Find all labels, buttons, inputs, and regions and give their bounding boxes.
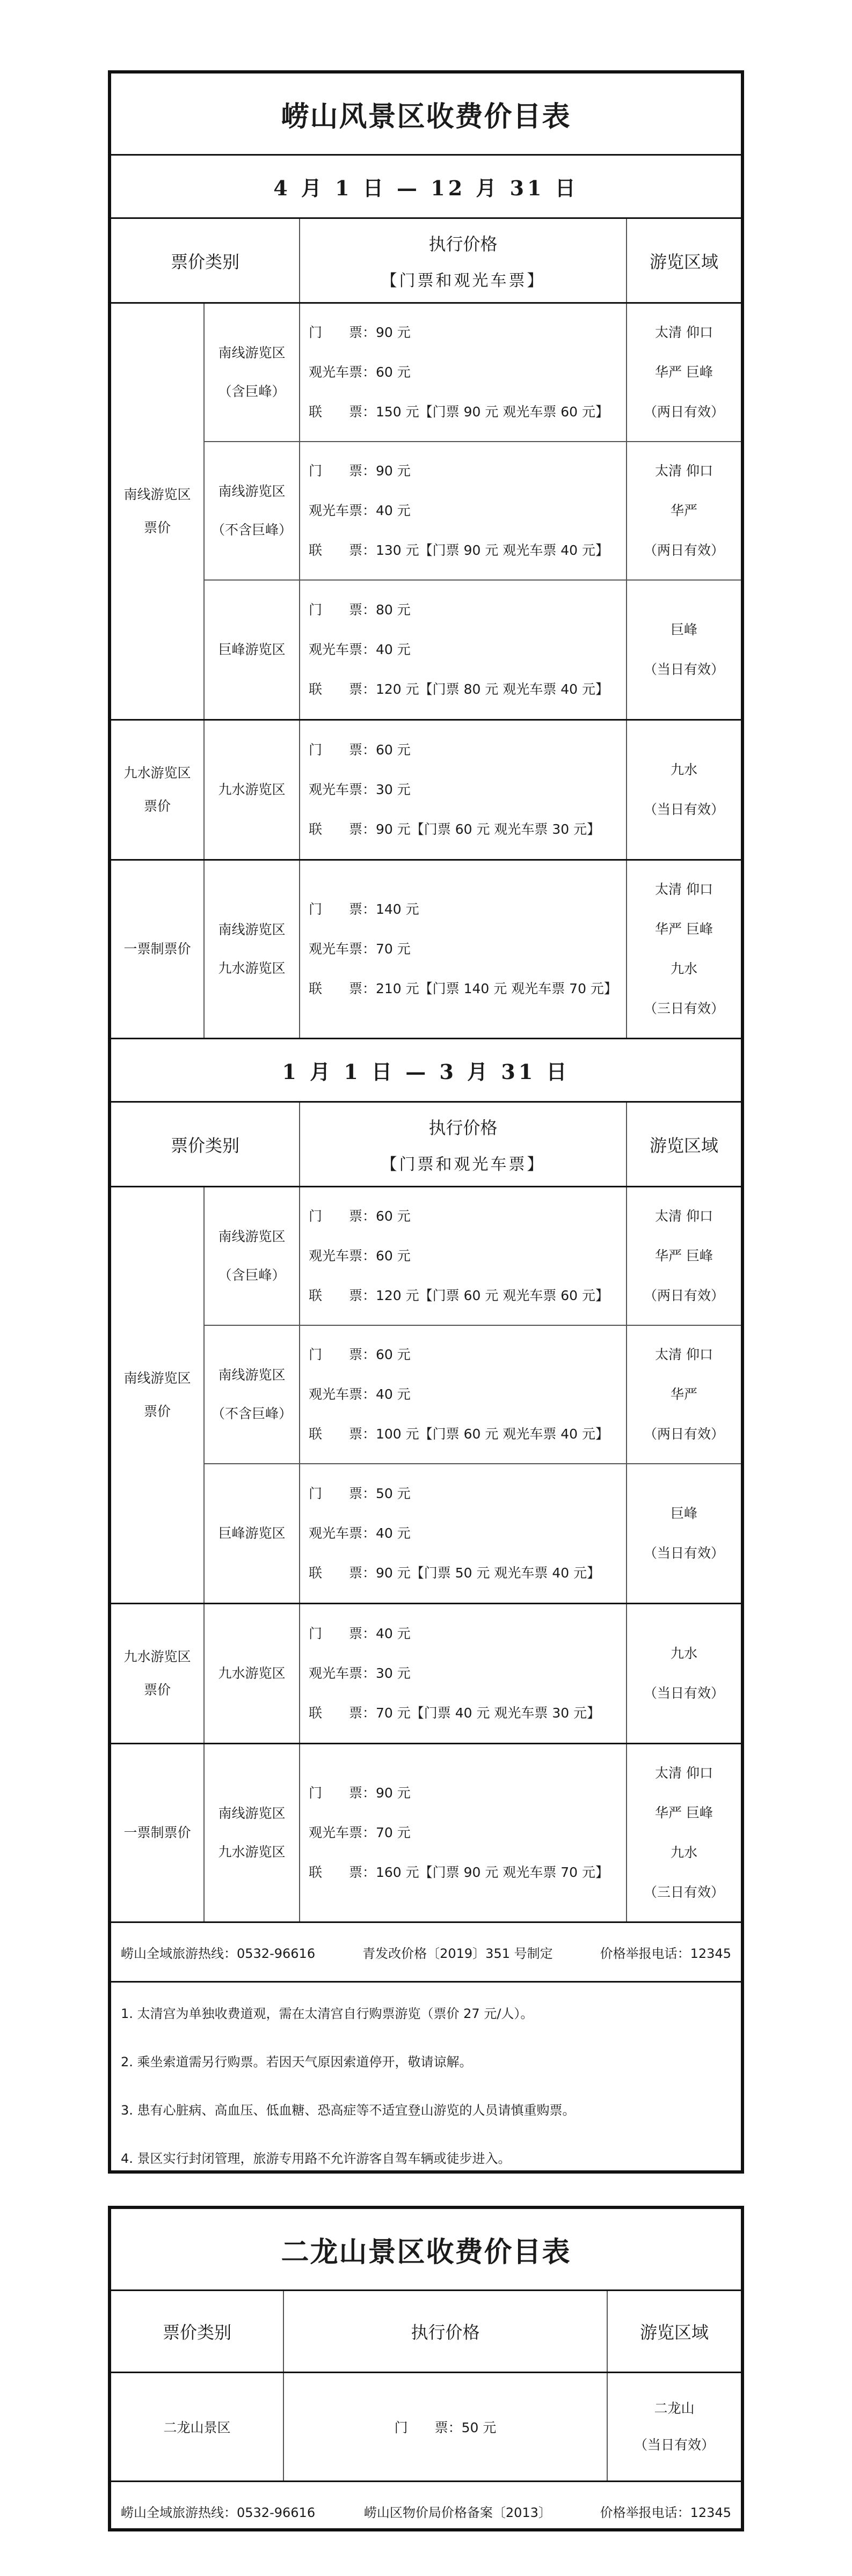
area-cell: 巨峰 （当日有效） [643,1506,724,1561]
table-title: 崂山风景区收费价目表 [111,74,741,156]
table-footer [111,1923,741,1983]
header-category: 票价类别 [111,1103,300,1186]
hotline-text: 崂山全域旅游热线：0532-96616 [121,1946,316,1961]
group-jiushui [111,1604,741,1744]
group-label: 一票制票价 [111,861,205,1038]
note-item: 3. 患有心脏病、高血压、低血糖、恐高症等不适宜登山游览的人员请慎重购票。 [121,2103,576,2118]
area-cell: 九水 （当日有效） [643,762,724,817]
table-row [205,861,741,1038]
notes-list [111,1983,741,2196]
group-one-ticket [111,1744,741,1923]
price-cell: 门 票：90 元 观光车票：60 元 联 票：150 元【门票 90 元 观光车票 60 元】 [300,304,627,441]
report-phone: 价格举报电话：12345 [600,1946,731,1961]
price-cell: 门 票：40 元 观光车票：30 元 联 票：70 元【门票 40 元 观光车票 30 元】 [300,1604,627,1743]
group-label: 九水游览区 票价 [111,1604,205,1743]
sub-area-name: 南线游览区 （含巨峰） [205,304,300,441]
group-label: 九水游览区 票价 [111,721,205,859]
price-cell: 门 票：60 元 观光车票：40 元 联 票：100 元【门票 60 元 观光车票 40 元】 [300,1326,627,1463]
price-cell: 门 票：50 元 观光车票：40 元 联 票：90 元【门票 50 元 观光车票 40 元】 [300,1464,627,1603]
area-cell: 太清 仰口 华严 巨峰 九水 （三日有效） [643,1765,724,1900]
area-name-cell: 二龙山景区 [111,2373,284,2480]
table-row [205,1187,741,1326]
table-row [205,304,741,442]
sub-area-name: 九水游览区 [205,721,300,859]
header-area: 游览区域 [639,2322,709,2343]
period-heading: 1 月 1 日 — 3 月 31 日 [111,1039,741,1103]
header-area: 游览区域 [649,1135,718,1156]
table-row [205,1604,741,1743]
area-cell: 二龙山 （当日有效） [633,2401,715,2453]
price-cell: 门 票：90 元 观光车票：40 元 联 票：130 元【门票 90 元 观光车票 40 元】 [300,442,627,579]
table-row [205,721,741,859]
group-one-ticket [111,861,741,1039]
group-south [111,1187,741,1604]
group-label: 一票制票价 [111,1744,205,1921]
header-category: 票价类别 [111,219,300,302]
area-cell: 太清 仰口 华严 （两日有效） [643,463,724,558]
hotline-text: 崂山全域旅游热线：0532-96616 [121,2505,316,2520]
period-heading: 4 月 1 日 — 12 月 31 日 [111,156,741,219]
table-row [205,1744,741,1921]
area-cell: 巨峰 （当日有效） [643,622,724,677]
sub-area-name: 南线游览区 （含巨峰） [205,1187,300,1325]
note-item: 1. 太清宫为单独收费道观，需在太清宫自行购票游览（票价 27 元/人）。 [121,2006,534,2021]
report-phone: 价格举报电话：12345 [600,2505,731,2520]
laoshan-price-table [108,70,744,2174]
area-cell: 太清 仰口 华严 巨峰 （两日有效） [643,1208,724,1303]
header-area: 游览区域 [649,251,718,272]
area-cell: 太清 仰口 华严 巨峰 九水 （三日有效） [643,882,724,1016]
area-cell: 太清 仰口 华严 （两日有效） [643,1347,724,1442]
price-cell: 门 票：50 元 [284,2373,608,2480]
group-label: 南线游览区 票价 [111,304,205,719]
header-price: 执行价格 【门票和观光车票】 [300,1103,627,1186]
table-row [205,581,741,719]
header-price: 执行价格 【门票和观光车票】 [300,219,627,302]
document-number: 青发改价格〔2019〕351 号制定 [362,1946,553,1961]
area-cell: 太清 仰口 华严 巨峰 （两日有效） [643,325,724,420]
table-row [205,442,741,581]
sub-area-name: 南线游览区 （不含巨峰） [205,442,300,579]
price-cell: 门 票：140 元 观光车票：70 元 联 票：210 元【门票 140 元 观光车票 70 元】 [300,861,627,1038]
table-title: 二龙山景区收费价目表 [111,2209,741,2291]
sub-area-name: 巨峰游览区 [205,581,300,719]
area-cell: 九水 （当日有效） [643,1646,724,1701]
note-item: 2. 乘坐索道需另行购票。若因天气原因索道停开，敬请谅解。 [121,2054,472,2069]
table-header [111,2291,741,2373]
table-row [205,1326,741,1464]
sub-area-name: 南线游览区 （不含巨峰） [205,1326,300,1463]
header-price-sub: 【门票和观光车票】 [381,271,545,290]
table-row [111,2373,741,2482]
header-price: 执行价格 [284,2291,608,2372]
price-cell: 门 票：60 元 观光车票：30 元 联 票：90 元【门票 60 元 观光车票 30 元】 [300,721,627,859]
group-label: 南线游览区 票价 [111,1187,205,1603]
erlongshan-price-table [108,2206,744,2531]
sub-area-name: 南线游览区 九水游览区 [205,861,300,1038]
sub-area-name: 九水游览区 [205,1604,300,1743]
group-jiushui [111,721,741,861]
price-cell: 门 票：80 元 观光车票：40 元 联 票：120 元【门票 80 元 观光车票 40 元】 [300,581,627,719]
document-number: 崂山区物价局价格备案〔2013〕 [363,2505,551,2520]
table-row [205,1464,741,1603]
price-cell: 门 票：60 元 观光车票：60 元 联 票：120 元【门票 60 元 观光车票 60 元】 [300,1187,627,1325]
table-header [111,1103,741,1187]
sub-area-name: 巨峰游览区 [205,1464,300,1603]
header-category: 票价类别 [111,2291,284,2372]
table-header [111,219,741,304]
header-price-sub: 【门票和观光车票】 [381,1155,545,1174]
note-item: 4. 景区实行封闭管理，旅游专用路不允许游客自驾车辆或徒步进入。 [121,2151,511,2166]
price-cell: 门 票：90 元 观光车票：70 元 联 票：160 元【门票 90 元 观光车票 70 元】 [300,1744,627,1921]
sub-area-name: 南线游览区 九水游览区 [205,1744,300,1921]
table-footer [111,2482,741,2540]
group-south [111,304,741,721]
